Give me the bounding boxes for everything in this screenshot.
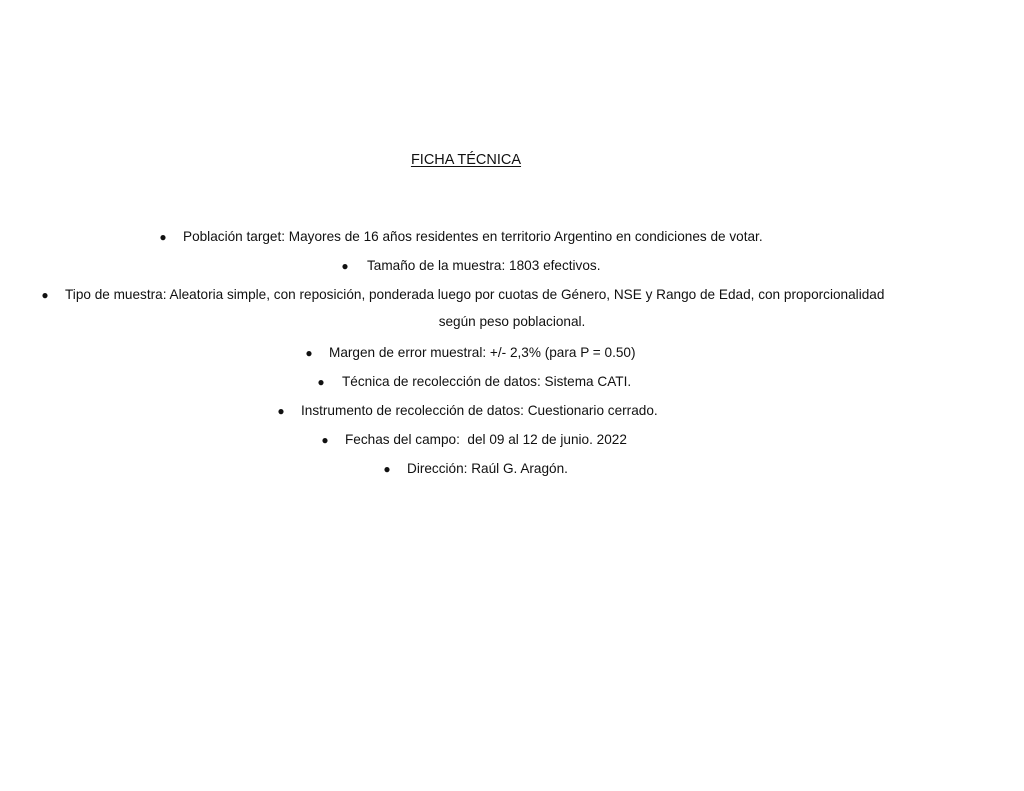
list-item-margen-error: Margen de error muestral: +/- 2,3% (para P = 0.50) xyxy=(329,345,636,360)
bullet-icon: ● xyxy=(383,462,391,476)
bullet-icon: ● xyxy=(317,375,325,389)
list-item-tecnica-recoleccion: Técnica de recolección de datos: Sistema CATI. xyxy=(342,374,632,389)
list-item-tipo-muestra-continuation: según peso poblacional. xyxy=(438,314,586,329)
bullet-icon: ● xyxy=(41,288,49,302)
list-item-tamano-muestra: Tamaño de la muestra: 1803 efectivos. xyxy=(367,258,601,273)
list-item-tipo-muestra: Tipo de muestra: Aleatoria simple, con reposición, ponderada luego por cuotas de Género, NSE y Rango de Edad, con proporcionalidad xyxy=(65,287,885,302)
page-title xyxy=(300,150,632,170)
bullet-icon: ● xyxy=(305,346,313,360)
page-title-text: FICHA TÉCNICA xyxy=(410,152,522,168)
bullet-icon: ● xyxy=(341,259,349,273)
list-item-poblacion-target: Población target: Mayores de 16 años residentes en territorio Argentino en condiciones de votar. xyxy=(183,229,763,244)
bullet-icon: ● xyxy=(321,433,329,447)
bullet-icon: ● xyxy=(159,230,167,244)
list-item-fechas-campo: Fechas del campo: del 09 al 12 de junio. 2022 xyxy=(345,432,627,447)
list-item-instrumento-recoleccion: Instrumento de recolección de datos: Cuestionario cerrado. xyxy=(301,403,658,418)
list-item-direccion: Dirección: Raúl G. Aragón. xyxy=(407,461,568,476)
bullet-icon: ● xyxy=(277,404,285,418)
